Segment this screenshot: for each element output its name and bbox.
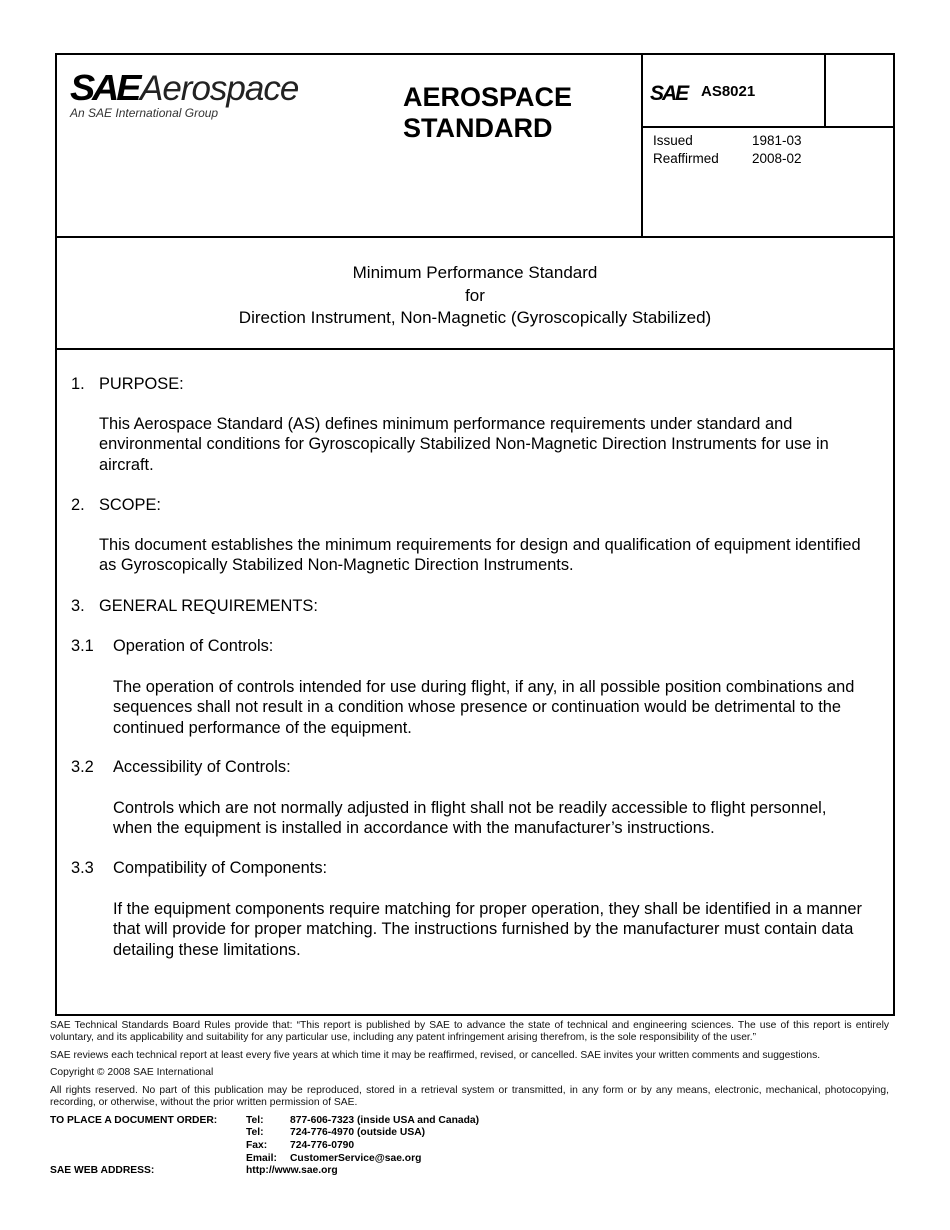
section-3-3-number: 3.3	[71, 859, 94, 877]
reaffirmed-label: Reaffirmed	[653, 151, 719, 166]
small-sae-logo-text: SAE	[650, 82, 688, 105]
issued-value: 1981-03	[752, 133, 802, 148]
title-line-1: Minimum Performance Standard	[352, 263, 598, 282]
footer-rules: SAE Technical Standards Board Rules provide that: “This report is published by SAE to advance the state of technical and engineering sciences. The use of this report is entirely voluntary, and its applicability and suitability for any particular use, including any patent infringement arising therefrom, is the sole responsibility of the user.”	[50, 1020, 889, 1044]
footer-review: SAE reviews each technical report at least every five years at which time it may be reaffirmed, revised, or cancelled. SAE invites your written comments and suggestions.	[50, 1050, 821, 1061]
section-3-3-heading: Compatibility of Components:	[113, 859, 328, 877]
sae-aerospace-logo	[70, 68, 330, 128]
tel2-label: Tel:	[246, 1127, 264, 1138]
footer-copyright: Copyright © 2008 SAE International	[50, 1067, 214, 1078]
document-type	[403, 82, 572, 144]
title-line-2: for	[465, 285, 485, 305]
title-divider	[57, 348, 893, 350]
logo-aerospace-word: Aerospace	[140, 69, 299, 108]
section-1-number: 1.	[71, 375, 85, 393]
document-type-line2: STANDARD	[403, 113, 553, 143]
header-column-divider	[641, 55, 643, 237]
web-address-label: SAE WEB ADDRESS:	[50, 1165, 155, 1176]
header-divider	[55, 236, 895, 238]
document-number: AS8021	[701, 83, 756, 100]
section-3-2-number: 3.2	[71, 758, 94, 776]
fax-value: 724-776-0790	[290, 1140, 355, 1151]
tel2-value: 724-776-4970 (outside USA)	[290, 1127, 426, 1138]
fax-label: Fax:	[246, 1140, 268, 1151]
email-label: Email:	[246, 1153, 277, 1164]
section-1-body: This Aerospace Standard (AS) defines minimum performance requirements under standard and environmental conditions for Gyroscopically Stabilized Non-Magnetic Direction Instruments for use in aircraft.	[99, 415, 829, 474]
footer-rights: All rights reserved. No part of this publication may be reproduced, stored in a retrieval system or transmitted, in any form or by any means, electronic, mechanical, photocopying, recording, or otherwise, without the prior written permission of SAE.	[50, 1085, 889, 1109]
section-3-3-body: If the equipment components require matching for proper operation, they shall be identified in a manner that will provide for proper matching. The instructions furnished by the manufacturer must contain data detailing these limitations.	[113, 900, 862, 959]
docnum-row-divider	[642, 126, 894, 128]
section-1-heading: PURPOSE:	[99, 375, 184, 393]
web-address-link[interactable]: http://www.sae.org	[246, 1165, 338, 1176]
section-3-number: 3.	[71, 597, 85, 615]
section-3-2-heading: Accessibility of Controls:	[113, 758, 291, 776]
reaffirmed-value: 2008-02	[752, 151, 802, 166]
docnum-box-divider	[824, 55, 826, 127]
section-2-body: This document establishes the minimum requirements for design and qualification of equipment identified as Gyroscopically Stabilized Non-Magnetic Direction Instruments.	[99, 536, 861, 575]
section-3-1-number: 3.1	[71, 637, 94, 655]
section-3-heading: GENERAL REQUIREMENTS:	[99, 597, 318, 615]
document-type-line1: AEROSPACE	[403, 82, 573, 112]
logo-tagline: An SAE International Group	[70, 106, 219, 120]
tel1-label: Tel:	[246, 1115, 264, 1126]
order-label: TO PLACE A DOCUMENT ORDER:	[50, 1115, 218, 1126]
section-3-1-heading: Operation of Controls:	[113, 637, 274, 655]
section-3-2-body: Controls which are not normally adjusted in flight shall not be readily accessible to flight personnel, when the equipment is installed in accordance with the manufacturer’s instructions.	[113, 799, 827, 838]
small-sae-logo	[650, 82, 687, 106]
section-2-heading: SCOPE:	[99, 496, 161, 514]
issued-label: Issued	[653, 133, 693, 148]
email-value[interactable]: CustomerService@sae.org	[290, 1153, 422, 1164]
section-3-1-body: The operation of controls intended for use during flight, if any, in all possible position combinations and sequences shall not result in a condition whose presence or continuation would be detrimental to the continued performance of the equipment.	[113, 678, 855, 737]
section-2-number: 2.	[71, 496, 85, 514]
tel1-value: 877-606-7323 (inside USA and Canada)	[290, 1115, 480, 1126]
title-line-3: Direction Instrument, Non-Magnetic (Gyroscopically Stabilized)	[238, 308, 712, 327]
logo-sae-mark: SAE	[70, 67, 139, 108]
document-title	[57, 262, 893, 330]
